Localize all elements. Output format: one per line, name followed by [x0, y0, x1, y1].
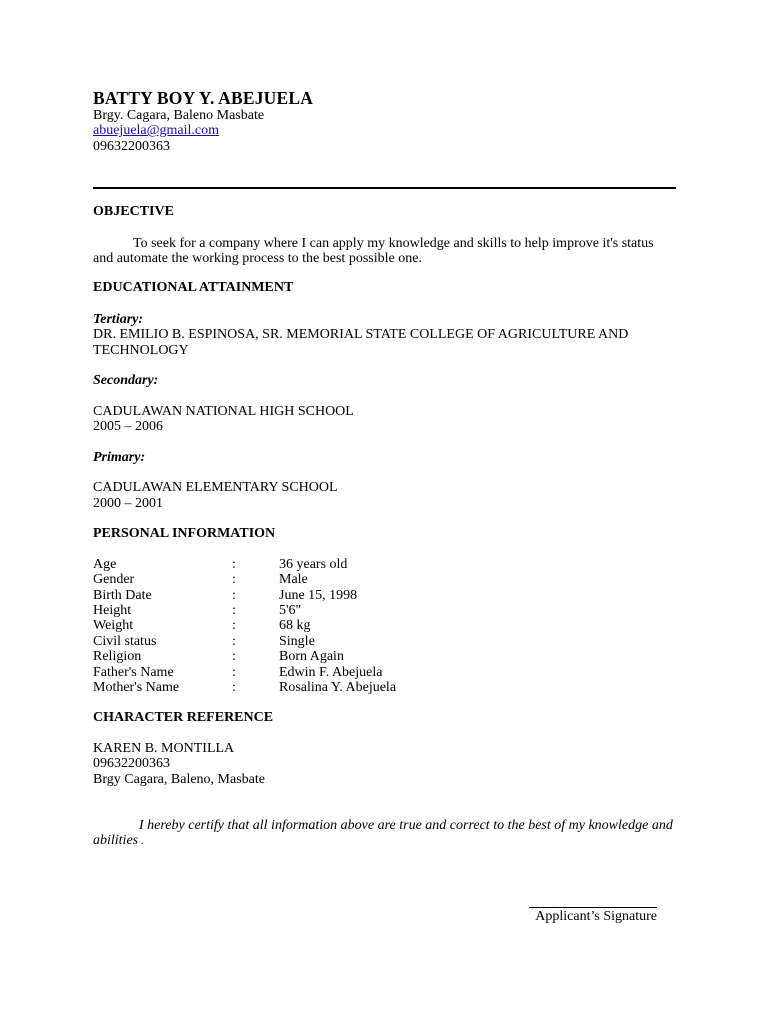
- primary-years: 2000 – 2001: [93, 495, 163, 511]
- secondary-school: CADULAWAN NATIONAL HIGH SCHOOL: [93, 403, 354, 419]
- resume-document: [93, 88, 676, 850]
- info-colon: :: [232, 587, 236, 603]
- applicant-name: BATTY BOY Y. ABEJUELA: [93, 88, 314, 108]
- info-row-height: [93, 603, 396, 618]
- objective-heading: OBJECTIVE: [93, 204, 174, 220]
- signature-label: Applicant’s Signature: [535, 909, 657, 924]
- certification-suffix: .: [138, 835, 144, 848]
- info-label: Civil status: [93, 633, 157, 649]
- email-link[interactable]: abuejuela@gmail.com: [93, 123, 220, 139]
- spacer: [93, 388, 676, 403]
- secondary-label: Secondary:: [93, 373, 159, 389]
- personal-info-table: [93, 557, 396, 696]
- reference-block: [93, 741, 676, 787]
- certification-statement: [93, 818, 676, 850]
- info-colon: :: [232, 556, 236, 572]
- certification-text: I hereby certify that all information above are true and correct to the best of my knowledge and abilities: [93, 817, 673, 849]
- info-value: 68 kg: [279, 618, 311, 634]
- info-label: Father's Name: [93, 664, 174, 680]
- info-row-gender: [93, 572, 396, 587]
- info-row-mothers-name: [93, 680, 396, 695]
- info-label: Age: [93, 556, 117, 572]
- reference-phone: 09632200363: [93, 756, 170, 772]
- primary-school: CADULAWAN ELEMENTARY SCHOOL: [93, 480, 338, 496]
- info-label: Birth Date: [93, 587, 152, 603]
- info-value: Rosalina Y. Abejuela: [279, 679, 397, 695]
- info-colon: :: [232, 633, 236, 649]
- reference-name: KAREN B. MONTILLA: [93, 740, 235, 756]
- spacer: [93, 465, 676, 480]
- info-value: 36 years old: [279, 556, 348, 572]
- objective-text: To seek for a company where I can apply my knowledge and skills to help improve it's status and automate the working process to the best possible one.: [93, 235, 654, 267]
- info-colon: :: [232, 602, 236, 618]
- info-value: Single: [279, 633, 315, 649]
- info-row-religion: [93, 649, 396, 664]
- info-row-age: [93, 557, 396, 572]
- info-label: Weight: [93, 618, 134, 634]
- header-divider: [93, 187, 676, 189]
- info-colon: :: [232, 664, 236, 680]
- info-value: Edwin F. Abejuela: [279, 664, 383, 680]
- info-value: 5'6": [279, 602, 302, 618]
- info-row-birth-date: [93, 588, 396, 603]
- secondary-years: 2005 – 2006: [93, 419, 163, 435]
- info-label: Mother's Name: [93, 679, 180, 695]
- info-row-weight: [93, 618, 396, 633]
- info-row-civil-status: [93, 634, 396, 649]
- info-label: Religion: [93, 649, 142, 665]
- info-colon: :: [232, 618, 236, 634]
- info-label: Height: [93, 602, 132, 618]
- info-row-fathers-name: [93, 665, 396, 680]
- reference-heading: CHARACTER REFERENCE: [93, 710, 274, 726]
- applicant-address: Brgy. Cagara, Baleno Masbate: [93, 108, 265, 123]
- tertiary-school: DR. EMILIO B. ESPINOSA, SR. MEMORIAL STATE COLLEGE OF AGRICULTURE AND TECHNOLOGY: [93, 327, 629, 358]
- personal-info-heading: PERSONAL INFORMATION: [93, 526, 276, 542]
- primary-label: Primary:: [93, 449, 146, 465]
- info-colon: :: [232, 572, 236, 588]
- info-value: Male: [279, 572, 308, 588]
- applicant-phone: 09632200363: [93, 138, 170, 154]
- info-colon: :: [232, 679, 236, 695]
- signature-block: [528, 907, 657, 924]
- info-value: Born Again: [279, 649, 344, 665]
- info-colon: :: [232, 649, 236, 665]
- reference-address: Brgy Cagara, Baleno, Masbate: [93, 771, 265, 787]
- info-value: June 15, 1998: [279, 587, 358, 603]
- tertiary-label: Tertiary:: [93, 311, 144, 327]
- education-heading: EDUCATIONAL ATTAINMENT: [93, 280, 294, 296]
- info-label: Gender: [93, 572, 135, 588]
